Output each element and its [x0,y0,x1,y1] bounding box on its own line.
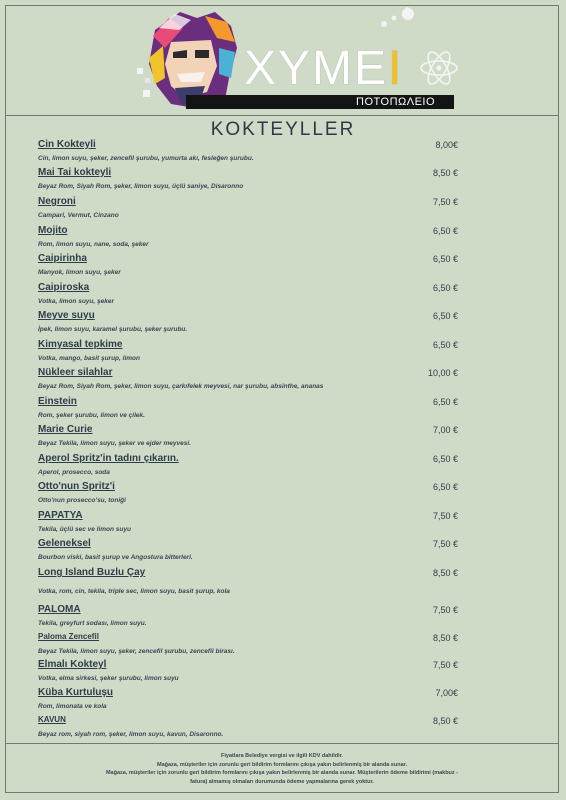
menu-item-description: Rom, limon suyu, nane, soda, şeker [38,241,149,248]
menu-item-price: 8,50 € [432,633,458,643]
menu-item-description: İpek, limon suyu, karamel şurubu, şeker şurubu. [38,326,188,333]
menu-item-name: Nükleer silahlar [38,367,113,378]
header [0,0,566,116]
menu-item-description: Votka, elma sirkesi, şeker şurubu, limon suyu [38,675,179,682]
footer-divider [5,743,559,744]
footer-line-4: fatura) almamış olmaları durumunda ödeme yapmalarına gerek yoktur. [190,778,374,785]
menu-item-price: 8,50 € [432,168,458,178]
brand-subtitle: ΠΟΤΟΠΩΛΕΙΟ [356,96,436,108]
menu-item-name: KAVUN [38,715,66,724]
menu-item-price: 7,50 € [432,605,458,615]
menu-item-name: Elmalı Kokteyl [38,659,107,670]
menu-item-name: Caipiroska [38,282,90,293]
menu-item-description: Beyaz Tekila, limon suyu, şeker ve ejder meyvesi. [38,440,191,447]
menu-item-price: 6,50 € [432,254,458,264]
menu-item-description: Beyaz rom, siyah rom, şeker, limon suyu, kavun, Disaronno. [38,731,224,738]
menu-item-name: Otto'nun Spritz'i [38,481,115,492]
menu-item-name: PALOMA [38,604,81,615]
menu-item-price: 7,50 € [432,197,458,207]
menu-item-price: 6,50 € [432,226,458,236]
menu-item-price: 8,00€ [435,140,458,150]
menu-item-price: 6,50 € [432,283,458,293]
menu-item-price: 7,00 € [432,425,458,435]
menu-item-price: 6,50 € [432,340,458,350]
menu-item-price: 6,50 € [432,311,458,321]
menu-item-description: Manyok, limon suyu, şeker [38,269,121,276]
footer [5,752,559,786]
menu-item-name: PAPATYA [38,510,83,521]
menu-item-name: Kimyasal tepkime [38,339,123,350]
brand-logo [244,42,403,96]
menu-item-name: Long Island Buzlu Çay [38,567,146,578]
brand-main: XYME [244,42,389,95]
menu-item-price: 6,50 € [432,454,458,464]
menu-item-description: Rom, limonata ve kola [38,703,107,710]
menu-item-name: Mai Tai kokteyli [38,167,112,178]
menu-item-description: Aperol, prosecco, soda [38,469,110,476]
menu-item-description: Bourbon viski, basit şurup ve Angostura bitterleri. [38,554,193,561]
menu-item-description: Rom, şeker şurubu, limon ve çilek. [38,412,145,419]
menu-item-price: 6,50 € [432,482,458,492]
menu-item-price: 10,00 € [427,368,458,378]
footer-line-3: Mağaza, müşteriler için zorunlu geri bildirim formlarını çıkışa yakın belirlenmiş bir alanda sunar. Müşterilerin ödeme bildirimi (makbuz - [105,770,459,776]
menu-item-description: Otto'nun prosecco'su, toniği [38,497,126,504]
atom-icon [418,46,460,90]
menu-item-description: Beyaz Rom, Siyah Rom, şeker, limon suyu, çarkıfelek meyvesi, nar şurubu, absinthe, ananas [38,383,324,390]
menu-item-name: Marie Curie [38,424,93,435]
menu-item-name: Paloma Zencefil [38,632,99,641]
menu-item-name: Küba Kurtuluşu [38,687,113,698]
menu-item-description: Tekila, üçlü sec ve limon suyu [38,526,131,533]
menu-item-name: Einstein [38,396,77,407]
bubbles-icon [380,5,416,31]
menu-item-description: Beyaz Rom, Siyah Rom, şeker, limon suyu, üçlü saniye, Disaronno [38,183,244,190]
menu-item-price: 7,00€ [435,688,458,698]
menu-item-description: Tekila, greyfurt sodası, limon suyu. [38,620,147,627]
menu-item-description: Beyaz Tekila, limon suyu, şeker, zencefil şurubu, zencefil birası. [38,648,235,655]
menu-item-name: Cin Kokteyli [38,139,96,150]
menu-item-name: Aperol Spritz'in tadını çıkarın. [38,453,179,464]
menu-item-name: Caipirinha [38,253,87,264]
menu-item-description: Votka, mango, basit şurup, limon [38,355,140,362]
menu-item-price: 8,50 € [432,568,458,578]
menu-item-price: 7,50 € [432,539,458,549]
menu-item-description: Campari, Vermut, Cinzano [38,212,119,219]
brand-last-letter: I [388,42,404,95]
footer-line-2: Mağaza, müşteriler için zorunlu geri bildirim formlarını çıkışa yakın belirlenmiş bir alanda sunar. [156,761,408,768]
section-title: KOKTEYLLER [210,119,356,140]
menu-item-description: Votka, limon suyu, şeker [38,298,114,305]
menu-item-description: Cin, limon suyu, şeker, zencefil şurubu, yumurta akı, fesleğen şurubu. [38,155,254,162]
menu-item-price: 8,50 € [432,716,458,726]
menu-item-price: 7,50 € [432,511,458,521]
menu-item-description: Votka, rom, cin, tekila, triple sec, limon suyu, basit şurup, kola [38,588,230,595]
menu-item-name: Mojito [38,225,68,236]
footer-line-1: Fiyatlara Belediye vergisi ve ilgili KDV dahildir. [221,753,343,759]
menu-item-name: Negroni [38,196,76,207]
menu-item-name: Meyve suyu [38,310,95,321]
menu-item-price: 7,50 € [432,660,458,670]
menu-item-price: 6,50 € [432,397,458,407]
menu-item-name: Geleneksel [38,538,91,549]
